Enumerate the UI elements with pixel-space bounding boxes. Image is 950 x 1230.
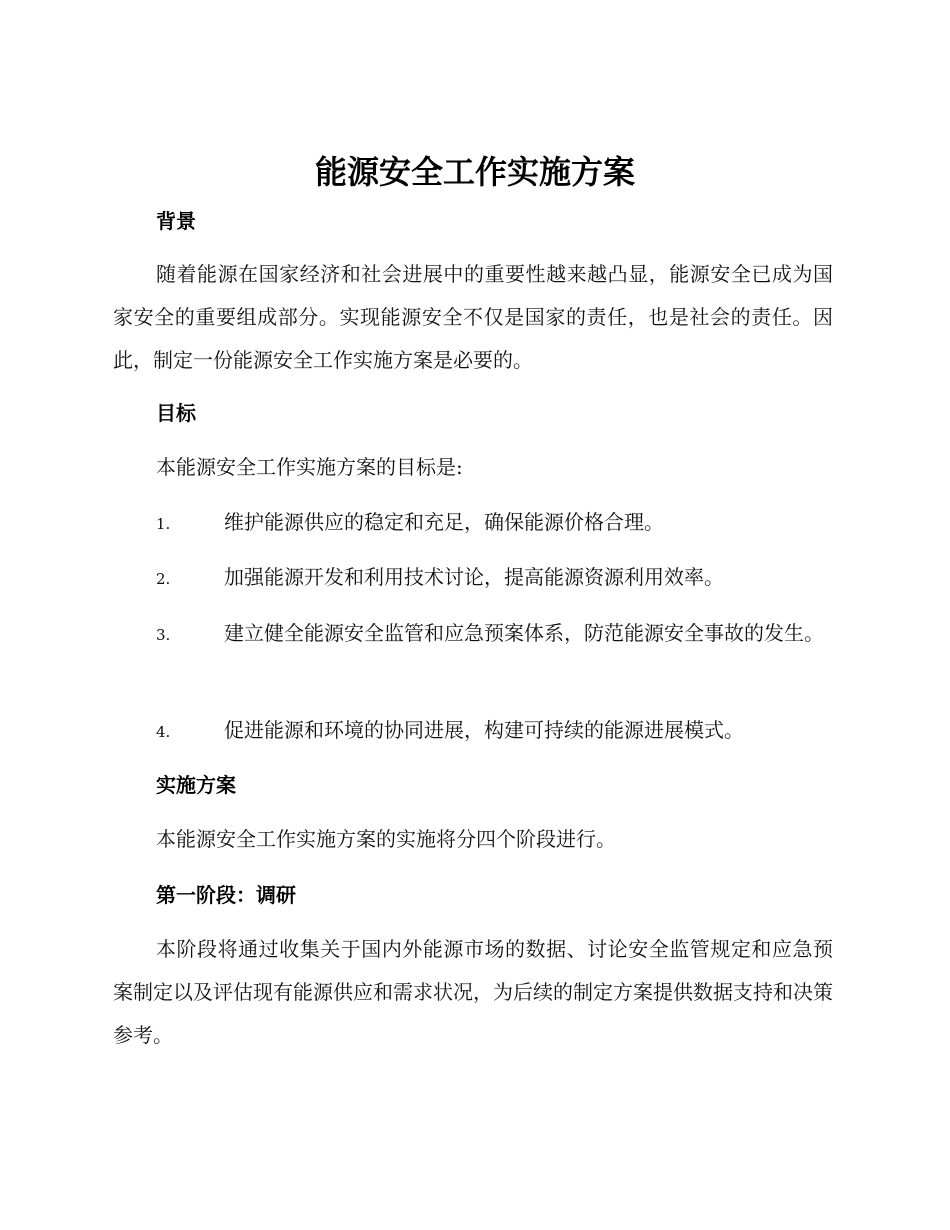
section-heading-background: 背景 (156, 209, 196, 233)
list-number: 4. (156, 723, 171, 741)
list-number: 2. (156, 570, 171, 588)
list-item-text: 建立健全能源安全监管和应急预案体系，防范能源安全事故的发生。 (224, 621, 824, 645)
list-number: 1. (156, 515, 171, 533)
plan-intro: 本能源安全工作实施方案的实施将分四个阶段进行。 (156, 827, 616, 851)
section-heading-phase1: 第一阶段：调研 (156, 883, 296, 907)
goal-item (113, 501, 833, 546)
goal-item (113, 556, 833, 601)
list-item-text: 促进能源和环境的协同进展，构建可持续的能源进展模式。 (224, 718, 744, 742)
goal-item (113, 709, 833, 754)
document-title: 能源安全工作实施方案 (314, 153, 635, 191)
background-paragraph: 随着能源在国家经济和社会进展中的重要性越来越凸显，能源安全已成为国家安全的重要组成部分。实现能源安全不仅是国家的责任，也是社会的责任。因此，制定一份能源安全工作实施方案是必要的。 (113, 262, 833, 372)
phase1-paragraph: 本阶段将通过收集关于国内外能源市场的数据、讨论安全监管规定和应急预案制定以及评估现有能源供应和需求状况，为后续的制定方案提供数据支持和决策参考。 (113, 937, 833, 1047)
list-item-text: 维护能源供应的稳定和充足，确保能源价格合理。 (224, 510, 664, 534)
goals-intro: 本能源安全工作实施方案的目标是: (156, 455, 463, 479)
list-number: 3. (156, 626, 171, 644)
section-heading-plan: 实施方案 (156, 773, 236, 797)
list-item-text: 加强能源开发和利用技术讨论，提高能源资源利用效率。 (224, 565, 724, 589)
section-heading-goals: 目标 (156, 401, 196, 425)
goal-item (113, 612, 833, 657)
